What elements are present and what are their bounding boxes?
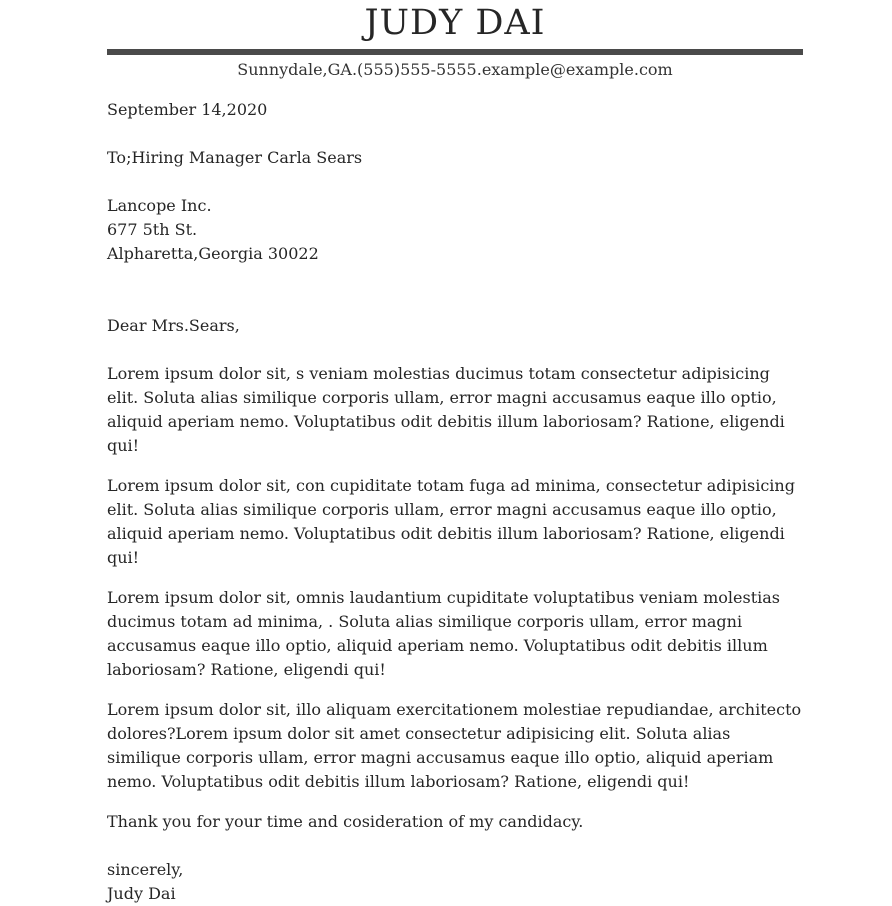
header-divider xyxy=(107,49,803,55)
body-paragraph-4: Lorem ipsum dolor sit, illo aliquam exercitationem molestiae repudiandae, architecto dolores?Lorem ipsum dolor sit amet consectetur adipisicing elit. Soluta alias similique corporis ullam, error magni accusamus eaque illo optio, aliquid aperiam nemo. Voluptatibus odit debitis illum laboriosam? Ratione, eligendi qui! xyxy=(107,700,802,791)
body-paragraph-1: Lorem ipsum dolor sit, s veniam molestias ducimus totam consectetur adipisicing elit. Soluta alias similique corporis ullam, error magni accusamus eaque illo optio, aliquid aperiam nemo. Voluptatibus odit debitis illum laboriosam? Ratione, eligendi qui! xyxy=(107,364,785,455)
recipient-line: To;Hiring Manager Carla Sears xyxy=(107,148,363,167)
signature-name: Judy Dai xyxy=(107,884,176,903)
body-paragraph-3: Lorem ipsum dolor sit, omnis laudantium cupiditate voluptatibus veniam molestias ducimus totam ad minima, . Soluta alias similique corporis ullam, error magni accusamus eaque illo optio, aliquid aperiam nemo. Voluptatibus odit debitis illum laboriosam? Ratione, eligendi qui! xyxy=(107,588,780,679)
recipient-city: Alpharetta,Georgia 30022 xyxy=(107,244,319,263)
cover-letter xyxy=(107,0,803,906)
salutation: Dear Mrs.Sears, xyxy=(107,316,240,335)
body-paragraph-2: Lorem ipsum dolor sit, con cupiditate totam fuga ad minima, consectetur adipisicing elit. Soluta alias similique corporis ullam, error magni accusamus eaque illo optio, aliquid aperiam nemo. Voluptatibus odit debitis illum laboriosam? Ratione, eligendi qui! xyxy=(107,476,795,567)
contact-info: Sunnydale,GA.(555)555-5555.example@example.com xyxy=(237,60,673,79)
recipient-street: 677 5th St. xyxy=(107,220,198,239)
recipient-address xyxy=(107,194,803,266)
thanks-line: Thank you for your time and cosideration of my candidacy. xyxy=(107,812,584,831)
letter-date: September 14,2020 xyxy=(107,100,268,119)
valediction: sincerely, xyxy=(107,860,184,879)
recipient-company: Lancope Inc. xyxy=(107,196,212,215)
applicant-name: JUDY DAI xyxy=(364,3,546,43)
